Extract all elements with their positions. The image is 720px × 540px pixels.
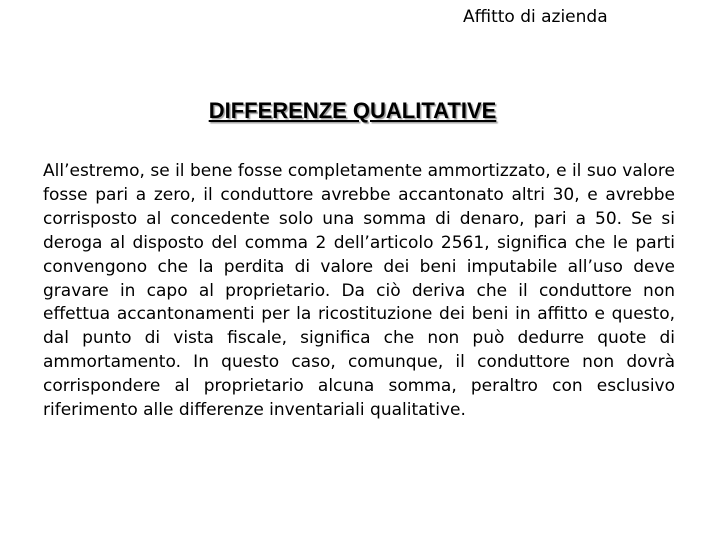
slide-header: Affitto di azienda (463, 7, 608, 27)
slide-title: DIFFERENZE QUALITATIVE (208, 98, 497, 123)
slide-body-text: All’estremo, se il bene fosse completamente ammortizzato, e il suo valore fosse pari a zero, il conduttore avrebbe accantonato altri 30, e avrebbe corrisposto al concedente solo una somma di denaro, pari a 50. Se si deroga al disposto del comma 2 dell’articolo 2561, significa che le parti convengono che la perdita di valore dei beni imputabile all’uso deve gravare in capo al proprietario. Da ciò deriva che il conduttore non effettua accantonamenti per la ricostituzione dei beni in affitto e questo, dal punto di vista fiscale, significa che non può dedurre quote di ammortamento. In questo caso, comunque, il conduttore non dovrà corrispondere al proprietario alcuna somma, peraltro con esclusivo riferimento alle differenze inventariali qualitative. (43, 161, 675, 421)
